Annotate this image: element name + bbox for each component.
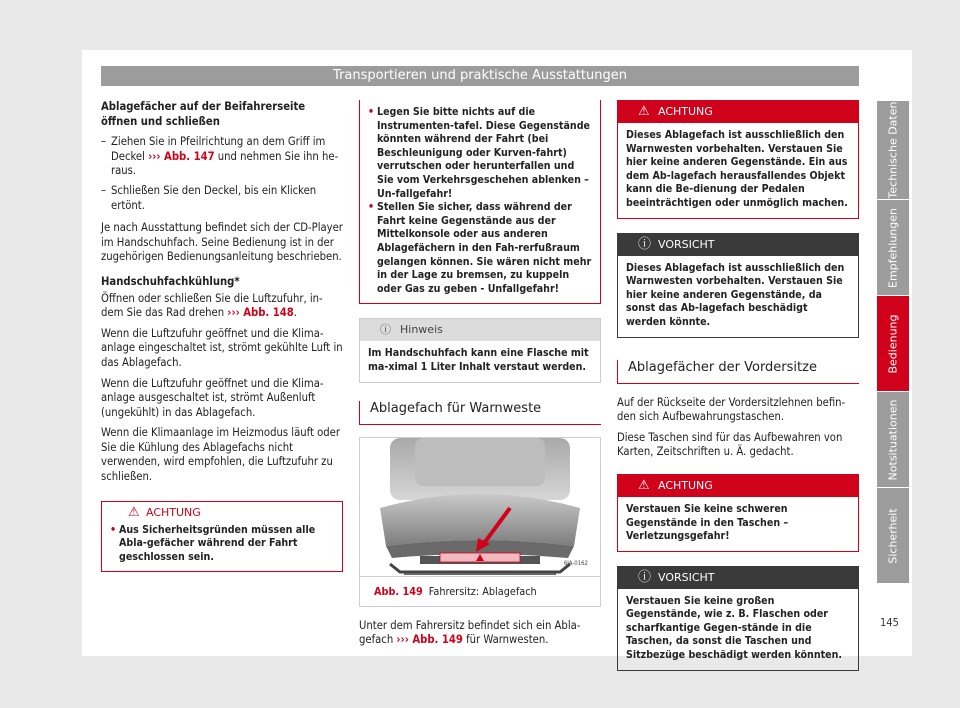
warning-header: ⚠ ACHTUNG <box>618 101 858 123</box>
paragraph: Auf der Rückseite der Vordersitzlehnen befin-den sich Aufbewahrungstaschen. <box>617 395 846 424</box>
warning-body: • Legen Sie bitte nichts auf die Instrumenten-tafel. Diese Gegenstände könnten während der Fahrt (bei Beschleunigung oder Kurven-fahrt) verrutschen oder herunterfallen und Sie vom Verkehrsgeschehen ablenken – Un-fallgefahr! • Stellen Sie sicher, dass während der Fahrt keine Gegenstände aus der Mittelkonsole oder aus anderen Ablagefächern in den Fah-rerfußraum gelangen können. Sie wären nicht mehr in der Lage zu bremsen, zu kuppeln oder Gas zu geben - Unfallgefahr! <box>360 100 600 303</box>
column-1 <box>101 100 343 582</box>
paragraph: Wenn die Klimaanlage im Heizmodus läuft oder Sie die Kühlung des Ablagefachs nicht verwenden, wird empfohlen, die Luftzufuhr zu schließen. <box>101 426 341 484</box>
warning-triangle-icon: ⚠ <box>638 104 650 119</box>
step-2: – Schließen Sie den Deckel, bis ein Klicken ertönt. <box>101 184 343 213</box>
column-2 <box>359 100 601 654</box>
warning-header: ⚠ ACHTUNG <box>102 502 342 524</box>
figure-link[interactable]: ››› Abb. 149 <box>396 633 463 647</box>
page-number: 145 <box>880 616 899 629</box>
caution-body: Dieses Ablagefach ist ausschließlich den Warnwesten vorbehalten. Verstauen Sie hier keine anderen Gegenstände, da sonst das Ab-lagefach beschädigt werden könnte. <box>626 261 845 328</box>
warning-box <box>617 100 859 219</box>
note-header: ⓘ Hinweis <box>360 319 600 341</box>
sidebar-tab-bedienung[interactable]: Bedienung <box>877 296 909 391</box>
paragraph: Wenn die Luftzufuhr geöffnet und die Klima-anlage ausgeschaltet ist, strömt Außenluft (ungekühlt) in das Ablagefach. <box>101 376 324 419</box>
warning-box <box>617 474 859 552</box>
caution-header: ⓘ VORSICHT <box>618 234 858 256</box>
warning-triangle-icon: ⚠ <box>638 477 650 493</box>
figure-149 <box>359 437 601 607</box>
subheading: Handschuhfachkühlung* <box>101 274 240 288</box>
paragraph: Diese Taschen sind für das Aufbewahren von Karten, Zeitschriften u. Ä. gedacht. <box>617 430 843 459</box>
figure-code: 6JA-0162 <box>563 559 588 567</box>
sidebar-tab-sicherheit[interactable]: Sicherheit <box>877 488 909 583</box>
sidebar-tab-notsituationen[interactable]: Notsituationen <box>877 392 909 487</box>
warning-header: ⚠ ACHTUNG <box>618 475 858 497</box>
caution-icon: ⓘ <box>638 569 652 585</box>
section-title: Ablagefächer der Vordersitze <box>617 360 859 384</box>
section-heading: Ablagefächer auf der Beifahrerseite öffnen und schließen <box>101 100 306 128</box>
warning-triangle-icon: ⚠ <box>128 504 140 520</box>
column-3 <box>617 100 859 681</box>
paragraph: Öffnen oder schließen Sie die Luftzufuhr, in-dem Sie das Rad drehen ››› Abb. 148. <box>101 291 323 320</box>
caution-box <box>617 566 859 671</box>
paragraph: Wenn die Luftzufuhr geöffnet und die Klima-anlage eingeschaltet ist, strömt gekühlte Luft in das Ablagefach. <box>101 326 343 369</box>
warning-body: Verstauen Sie keine schweren Gegenstände in den Taschen – Verletzungsgefahr! <box>626 502 789 543</box>
sidebar-tab-empfehlungen[interactable]: Empfehlungen <box>877 200 909 295</box>
warning-box <box>101 501 343 573</box>
caution-header: ⓘ VORSICHT <box>618 567 858 589</box>
paragraph: Je nach Ausstattung befindet sich der CD-Player im Handschuhfach. Seine Bedienung ist in der zugehörigen Bedienungsanleitung beschrieben. <box>101 221 343 264</box>
note-body: Im Handschuhfach kann eine Flasche mit ma-ximal 1 Liter Inhalt verstaut werden. <box>368 347 589 373</box>
figure-caption: Abb. 149 Fahrersitz: Ablagefach <box>360 576 600 606</box>
paragraph: Unter dem Fahrersitz befindet sich ein Abla-gefach ››› Abb. 149 für Warnwesten. <box>359 618 581 647</box>
page-header: Transportieren und praktische Ausstattungen <box>101 66 859 86</box>
figure-link[interactable]: ››› Abb. 147 <box>148 149 215 163</box>
info-icon: ⓘ <box>380 323 391 337</box>
caution-box <box>617 233 859 338</box>
warning-continued-box <box>359 100 601 304</box>
figure-link[interactable]: ››› Abb. 148 <box>227 306 294 320</box>
caution-icon: ⓘ <box>638 236 652 252</box>
section-title: Ablagefach für Warnweste <box>359 401 601 425</box>
caution-body: Verstauen Sie keine großen Gegenstände, wie z. B. Flaschen oder scharfkantige Gegen-stände in die Taschen, da sonst die Taschen und Sitzbezüge beschädigt werden könnten. <box>626 594 843 662</box>
sidebar-tab-technische-daten[interactable]: Technische Daten <box>877 101 909 199</box>
note-box <box>359 318 601 382</box>
step-1: – Ziehen Sie in Pfeilrichtung an dem Griff im Deckel ››› Abb. 147 und nehmen Sie ihn he-raus. <box>101 135 343 179</box>
warning-body: • Aus Sicherheitsgründen müssen alle Abla-gefächer während der Fahrt geschlossen sein. <box>102 524 342 572</box>
warning-body: Dieses Ablagefach ist ausschließlich den Warnwesten vorbehalten. Verstauen Sie hier keine anderen Gegenstände. Ein aus dem Ab-lagefach herausfallendes Objekt kann die Be-dienung der Pedalen beeinträchtigen oder unmöglich machen. <box>626 129 848 209</box>
